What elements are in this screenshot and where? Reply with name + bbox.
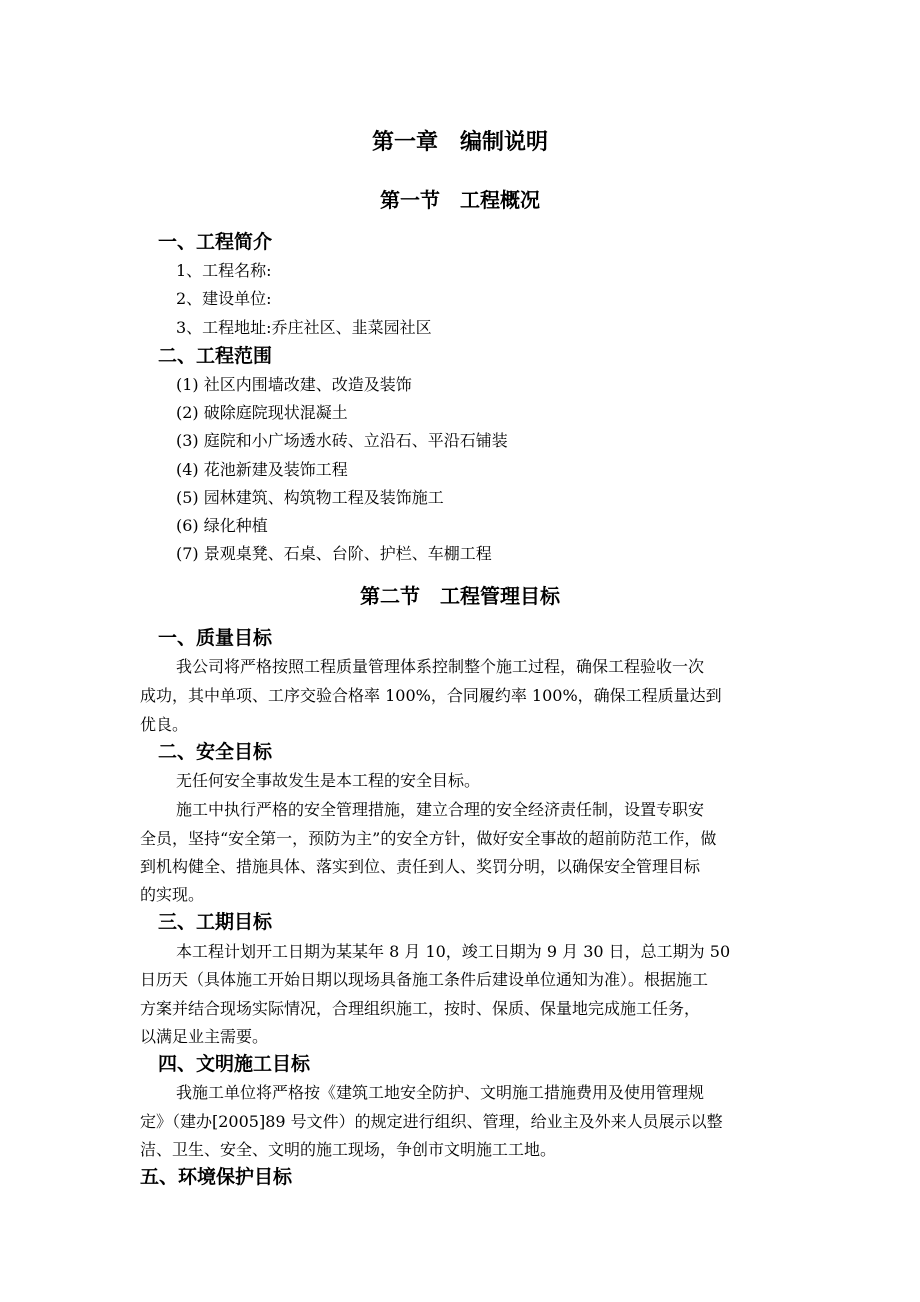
heading-project-scope: 二、工程范围 xyxy=(158,345,273,367)
heading-schedule-goal: 三、工期目标 xyxy=(158,911,273,933)
section-title-management-goals: 第二节 工程管理目标 xyxy=(360,584,560,608)
list-item: (1) 社区内围墙改建、改造及装饰 xyxy=(176,375,412,394)
list-item: 2、建设单位: xyxy=(176,289,272,308)
paragraph-line: 定》（建办[2005]89 号文件）的规定进行组织、管理，给业主及外来人员展示以整 xyxy=(140,1112,723,1131)
paragraph-line: 日历天（具体施工开始日期以现场具备施工条件后建设单位通知为准）。根据施工 xyxy=(140,970,709,989)
paragraph-line: 方案并结合现场实际情况，合理组织施工，按时、保质、保量地完成施工任务， xyxy=(140,999,701,1018)
list-item: (4) 花池新建及装饰工程 xyxy=(176,460,348,479)
paragraph-line: 的实现。 xyxy=(140,885,205,904)
heading-civilized-construction-goal: 四、文明施工目标 xyxy=(158,1053,311,1075)
heading-safety-goal: 二、安全目标 xyxy=(158,741,273,763)
paragraph-line: 本工程计划开工日期为某某年 8 月 10，竣工日期为 9 月 30 日，总工期为 50 xyxy=(176,942,731,961)
paragraph-line: 优良。 xyxy=(140,715,189,734)
paragraph-line: 到机构健全、措施具体、落实到位、责任到人、奖罚分明，以确保安全管理目标 xyxy=(140,857,701,876)
paragraph-line: 洁、卫生、安全、文明的施工现场，争创市文明施工工地。 xyxy=(140,1140,557,1159)
paragraph-line: 我施工单位将严格按《建筑工地安全防护、文明施工措施费用及使用管理规 xyxy=(176,1083,705,1102)
section-title-overview: 第一节 工程概况 xyxy=(380,188,540,212)
list-item: (3) 庭院和小广场透水砖、立沿石、平沿石铺装 xyxy=(176,431,508,450)
list-item: (5) 园林建筑、构筑物工程及装饰施工 xyxy=(176,488,444,507)
list-item: (7) 景观桌凳、石桌、台阶、护栏、车棚工程 xyxy=(176,544,492,563)
paragraph-line: 成功，其中单项、工序交验合格率 100%，合同履约率 100%，确保工程质量达到 xyxy=(140,686,722,705)
paragraph-line: 全员，坚持“安全第一，预防为主”的安全方针，做好安全事故的超前防范工作，做 xyxy=(140,829,717,848)
heading-environment-goal: 五、环境保护目标 xyxy=(140,1166,293,1188)
list-item: (6) 绿化种植 xyxy=(176,516,268,535)
list-item: 3、工程地址:乔庄社区、韭菜园社区 xyxy=(176,318,432,337)
paragraph-line: 以满足业主需要。 xyxy=(140,1027,269,1046)
paragraph-line: 我公司将严格按照工程质量管理体系控制整个施工过程，确保工程验收一次 xyxy=(176,657,705,676)
heading-project-intro: 一、工程简介 xyxy=(158,231,273,253)
list-item: (2) 破除庭院现状混凝土 xyxy=(176,403,348,422)
list-item: 1、工程名称: xyxy=(176,261,272,280)
heading-quality-goal: 一、质量目标 xyxy=(158,627,273,649)
paragraph-line: 施工中执行严格的安全管理措施，建立合理的安全经济责任制，设置专职安 xyxy=(176,800,705,819)
chapter-title: 第一章 编制说明 xyxy=(371,130,548,155)
paragraph-line: 无任何安全事故发生是本工程的安全目标。 xyxy=(176,771,481,790)
